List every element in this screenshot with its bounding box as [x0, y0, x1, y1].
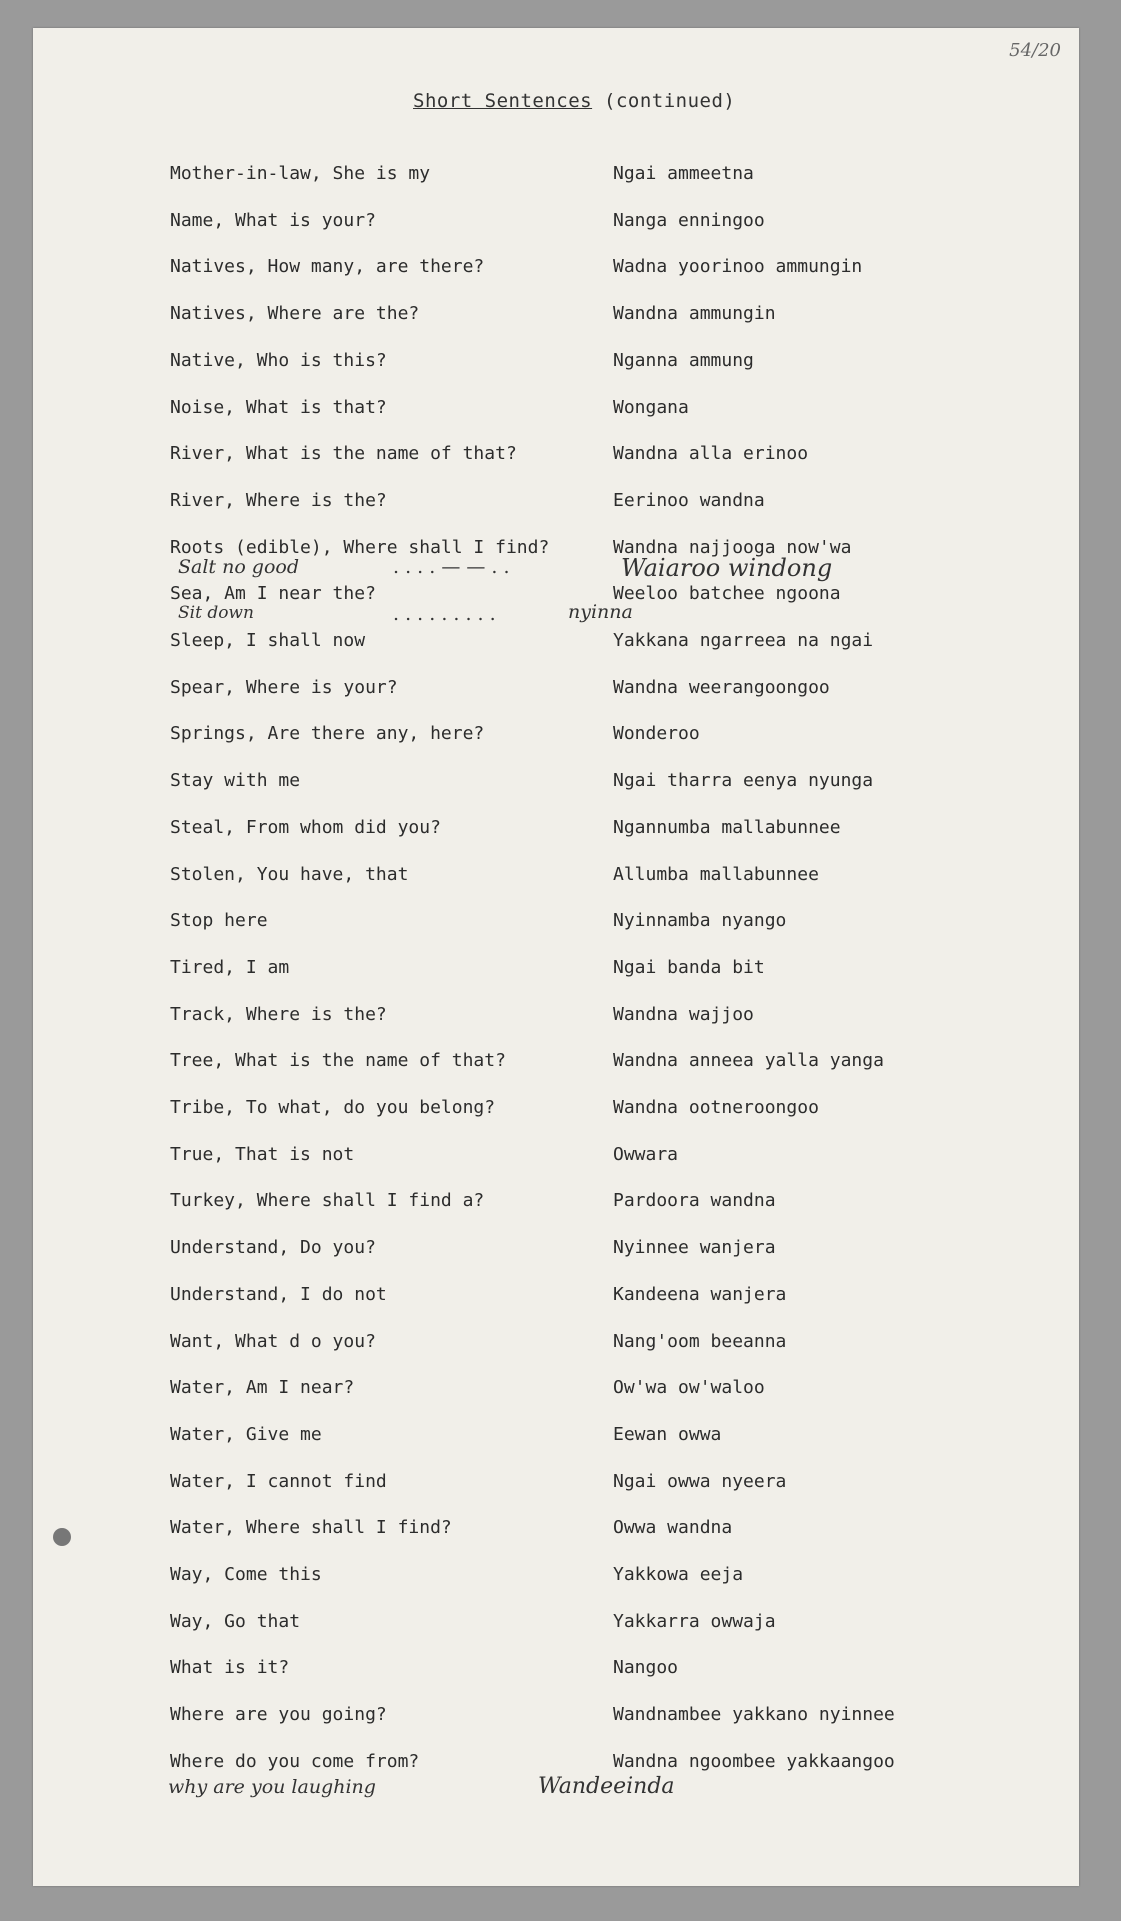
aboriginal-translation: Yakkana ngarreea na ngai — [613, 630, 874, 651]
aboriginal-translation: Ngannumba mallabunnee — [613, 817, 841, 838]
sentence-row — [33, 770, 1079, 800]
document-page — [33, 28, 1079, 1886]
aboriginal-translation: Wandna ootneroongoo — [613, 1097, 819, 1118]
aboriginal-translation: Ow'wa ow'waloo — [613, 1377, 765, 1398]
english-phrase: Noise, What is that? — [170, 397, 387, 418]
english-phrase: Roots (edible), Where shall I find? — [170, 537, 550, 558]
sentence-row — [33, 1284, 1079, 1314]
page-title — [413, 90, 735, 112]
aboriginal-translation: Weeloo batchee ngoona — [613, 583, 841, 604]
sentence-row — [33, 210, 1079, 240]
sentence-row — [33, 1050, 1079, 1080]
aboriginal-translation: Ngai tharra eenya nyunga — [613, 770, 874, 791]
aboriginal-translation: Nyinnamba nyango — [613, 910, 787, 931]
aboriginal-translation: Wandna alla erinoo — [613, 443, 809, 464]
english-phrase: River, Where is the? — [170, 490, 387, 511]
sentence-row — [33, 1611, 1079, 1641]
sentence-row — [33, 443, 1079, 473]
aboriginal-translation: Wadna yoorinoo ammungin — [613, 256, 863, 277]
aboriginal-translation: Allumba mallabunnee — [613, 864, 819, 885]
sentence-row — [33, 910, 1079, 940]
english-phrase: Springs, Are there any, here? — [170, 723, 485, 744]
aboriginal-translation: Ngai banda bit — [613, 957, 765, 978]
sentence-row — [33, 723, 1079, 753]
english-phrase: Spear, Where is your? — [170, 677, 398, 698]
english-phrase: Stay with me — [170, 770, 301, 791]
aboriginal-translation: Nanga enningoo — [613, 210, 765, 231]
sentence-row — [33, 1657, 1079, 1687]
english-phrase: River, What is the name of that? — [170, 443, 517, 464]
english-phrase: Track, Where is the? — [170, 1004, 387, 1025]
english-phrase: Natives, How many, are there? — [170, 256, 485, 277]
folio-number: 54/20 — [1009, 40, 1061, 61]
sentence-row — [33, 1190, 1079, 1220]
title-main: Short Sentences — [413, 90, 593, 112]
title-rest: (continued) — [592, 90, 736, 112]
handwritten-dashes: . . . . — — . . — [393, 556, 510, 578]
sentence-row — [33, 303, 1079, 333]
english-phrase: Steal, From whom did you? — [170, 817, 441, 838]
handwritten-translation-sit: nyinna — [568, 601, 633, 623]
english-phrase: Way, Go that — [170, 1611, 301, 1632]
sentence-row — [33, 1517, 1079, 1547]
aboriginal-translation: Pardoora wandna — [613, 1190, 776, 1211]
aboriginal-translation: Wonderoo — [613, 723, 700, 744]
english-phrase: Name, What is your? — [170, 210, 376, 231]
sentence-row — [33, 677, 1079, 707]
sentence-row — [33, 864, 1079, 894]
aboriginal-translation: Eerinoo wandna — [613, 490, 765, 511]
aboriginal-translation: Ngai ammeetna — [613, 163, 754, 184]
aboriginal-translation: Wandna ngoombee yakkaangoo — [613, 1751, 895, 1772]
aboriginal-translation: Wongana — [613, 397, 689, 418]
english-phrase: Tired, I am — [170, 957, 290, 978]
sentence-row — [33, 1704, 1079, 1734]
aboriginal-translation: Wandna weerangoongoo — [613, 677, 830, 698]
sentence-row — [33, 490, 1079, 520]
sentence-row — [33, 1471, 1079, 1501]
aboriginal-translation: Eewan owwa — [613, 1424, 722, 1445]
english-phrase: Water, Give me — [170, 1424, 322, 1445]
sentence-row — [33, 817, 1079, 847]
english-phrase: Native, Who is this? — [170, 350, 387, 371]
english-phrase: Where do you come from? — [170, 1751, 420, 1772]
english-phrase: Understand, I do not — [170, 1284, 387, 1305]
english-phrase: Stolen, You have, that — [170, 864, 409, 885]
aboriginal-translation: Wandna najjooga now'wa — [613, 537, 852, 558]
sentence-row — [33, 350, 1079, 380]
handwritten-note-sit: Sit down — [178, 603, 254, 623]
aboriginal-translation: Nganna ammung — [613, 350, 754, 371]
sentence-row — [33, 1004, 1079, 1034]
aboriginal-translation: Owwara — [613, 1144, 679, 1165]
english-phrase: Tree, What is the name of that? — [170, 1050, 506, 1071]
english-phrase: Mother-in-law, She is my — [170, 163, 431, 184]
english-phrase: Understand, Do you? — [170, 1237, 376, 1258]
sentence-row — [33, 1097, 1079, 1127]
aboriginal-translation: Kandeena wanjera — [613, 1284, 787, 1305]
sentence-row — [33, 1424, 1079, 1454]
sentence-row — [33, 397, 1079, 427]
sentence-row — [33, 163, 1079, 193]
aboriginal-translation: Wandna wajjoo — [613, 1004, 754, 1025]
english-phrase: Sleep, I shall now — [170, 630, 366, 651]
sentence-row — [33, 630, 1079, 660]
english-phrase: Water, Where shall I find? — [170, 1517, 452, 1538]
english-phrase: Sea, Am I near the? — [170, 583, 376, 604]
aboriginal-translation: Yakkowa eeja — [613, 1564, 744, 1585]
aboriginal-translation: Ngai owwa nyeera — [613, 1471, 787, 1492]
sentence-row — [33, 1331, 1079, 1361]
handwritten-english: Salt no good — [178, 556, 300, 578]
english-phrase: Where are you going? — [170, 1704, 387, 1725]
english-phrase: Want, What d o you? — [170, 1331, 376, 1352]
handwritten-note-laughing: why are you laughing — [168, 1776, 376, 1798]
aboriginal-translation: Nang'oom beeanna — [613, 1331, 787, 1352]
sentence-row — [33, 1564, 1079, 1594]
english-phrase: Turkey, Where shall I find a? — [170, 1190, 485, 1211]
handwritten-note-salt — [178, 556, 299, 578]
aboriginal-translation: Owwa wandna — [613, 1517, 733, 1538]
sentence-row — [33, 957, 1079, 987]
handwritten-translation-laughing: Wandeeinda — [538, 1774, 675, 1799]
aboriginal-translation: Nyinnee wanjera — [613, 1237, 776, 1258]
aboriginal-translation: Wandnambee yakkano nyinnee — [613, 1704, 895, 1725]
sentence-row — [33, 1144, 1079, 1174]
sentence-row — [33, 256, 1079, 286]
english-phrase: Water, Am I near? — [170, 1377, 355, 1398]
english-phrase: Tribe, To what, do you belong? — [170, 1097, 496, 1118]
english-phrase: Natives, Where are the? — [170, 303, 420, 324]
aboriginal-translation: Wandna anneea yalla yanga — [613, 1050, 884, 1071]
sentence-row — [33, 1377, 1079, 1407]
english-phrase: Stop here — [170, 910, 268, 931]
handwritten-translation-salt: Waiaroo windong — [621, 554, 833, 582]
english-phrase: Water, I cannot find — [170, 1471, 387, 1492]
sentence-row — [33, 1237, 1079, 1267]
english-phrase: True, That is not — [170, 1144, 355, 1165]
handwritten-dashes: . . . . . . . . . — [393, 603, 496, 625]
aboriginal-translation: Wandna ammungin — [613, 303, 776, 324]
english-phrase: What is it? — [170, 1657, 290, 1678]
aboriginal-translation: Yakkarra owwaja — [613, 1611, 776, 1632]
english-phrase: Way, Come this — [170, 1564, 322, 1585]
aboriginal-translation: Nangoo — [613, 1657, 679, 1678]
